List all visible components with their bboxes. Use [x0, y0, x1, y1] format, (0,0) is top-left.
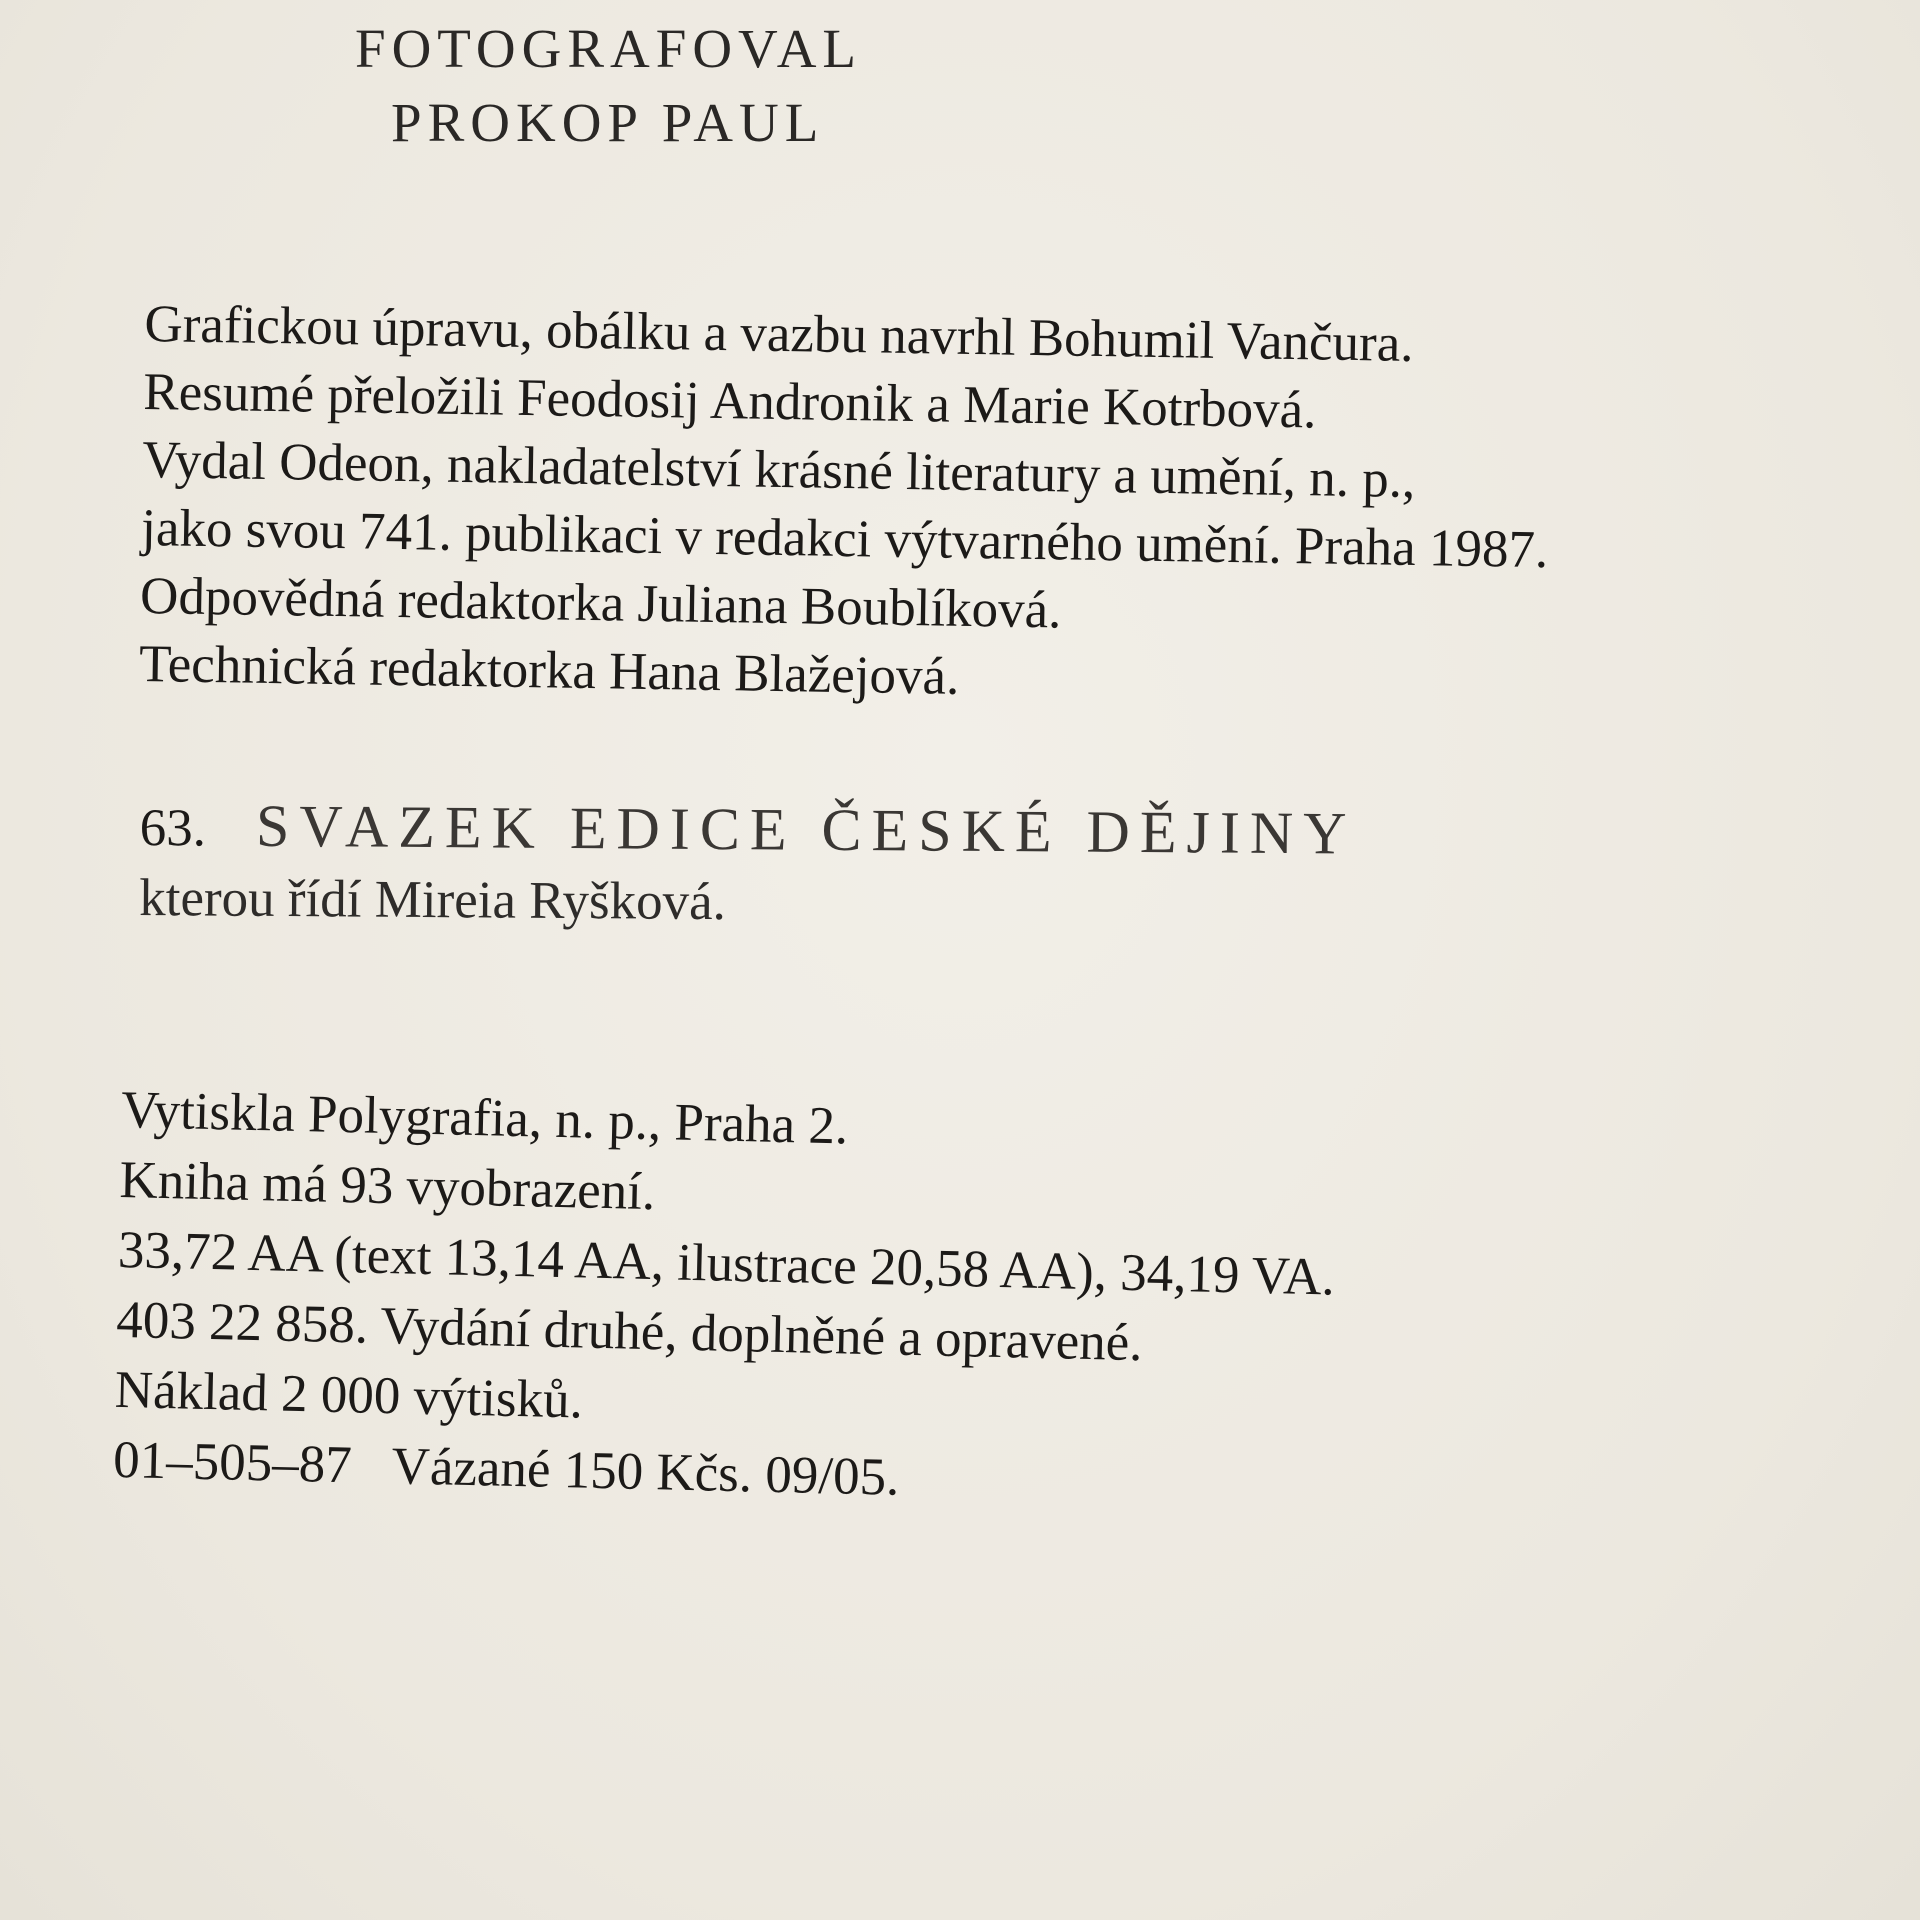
photographer-credit [355, 12, 862, 160]
publisher-line: Vydal Odeon, nakladatelství krásné literatury a umění, n. p., [141, 430, 1416, 509]
print-run-line: Náklad 2 000 výtisků. [114, 1360, 584, 1430]
price-text: Vázané 150 Kčs. 09/05. [391, 1437, 901, 1507]
translation-credit-line: Resumé přeložili Feodosij Andronik a Marie Kotrbová. [142, 362, 1317, 440]
editor-line: Odpovědná redaktorka Juliana Boublíková. [139, 566, 1062, 640]
series-title: SVAZEK EDICE ČESKÉ DĚJINY [255, 792, 1357, 867]
printer-line: Vytiskla Polygrafia, n. p., Praha 2. [120, 1080, 849, 1156]
sheets-line: 33,72 AA (text 13,14 AA, ilustrace 20,58 AA), 34,19 VA. [117, 1220, 1336, 1307]
printing-details [112, 1075, 1338, 1523]
technical-editor-line: Technická redaktorka Hana Blažejová. [138, 634, 960, 706]
catalog-code: 01–505–87 [112, 1430, 353, 1495]
series-info [139, 790, 1357, 941]
photographer-name: PROKOP PAUL [391, 92, 825, 153]
illustrations-line: Kniha má 93 vyobrazení. [118, 1150, 656, 1222]
series-number: 63. [139, 798, 207, 858]
production-credits [139, 290, 1552, 720]
design-credit-line: Grafickou úpravu, obálku a vazbu navrhl Bohumil Vančura. [144, 294, 1414, 373]
credit-heading: FOTOGRAFOVAL [355, 18, 863, 79]
series-editor: kterou řídí Mireia Ryšková. [139, 868, 727, 932]
publication-line: jako svou 741. publikaci v redakci výtvarného umění. Praha 1987. [140, 498, 1549, 580]
edition-line: 403 22 858. Vydání druhé, doplněné a opravené. [115, 1290, 1144, 1373]
